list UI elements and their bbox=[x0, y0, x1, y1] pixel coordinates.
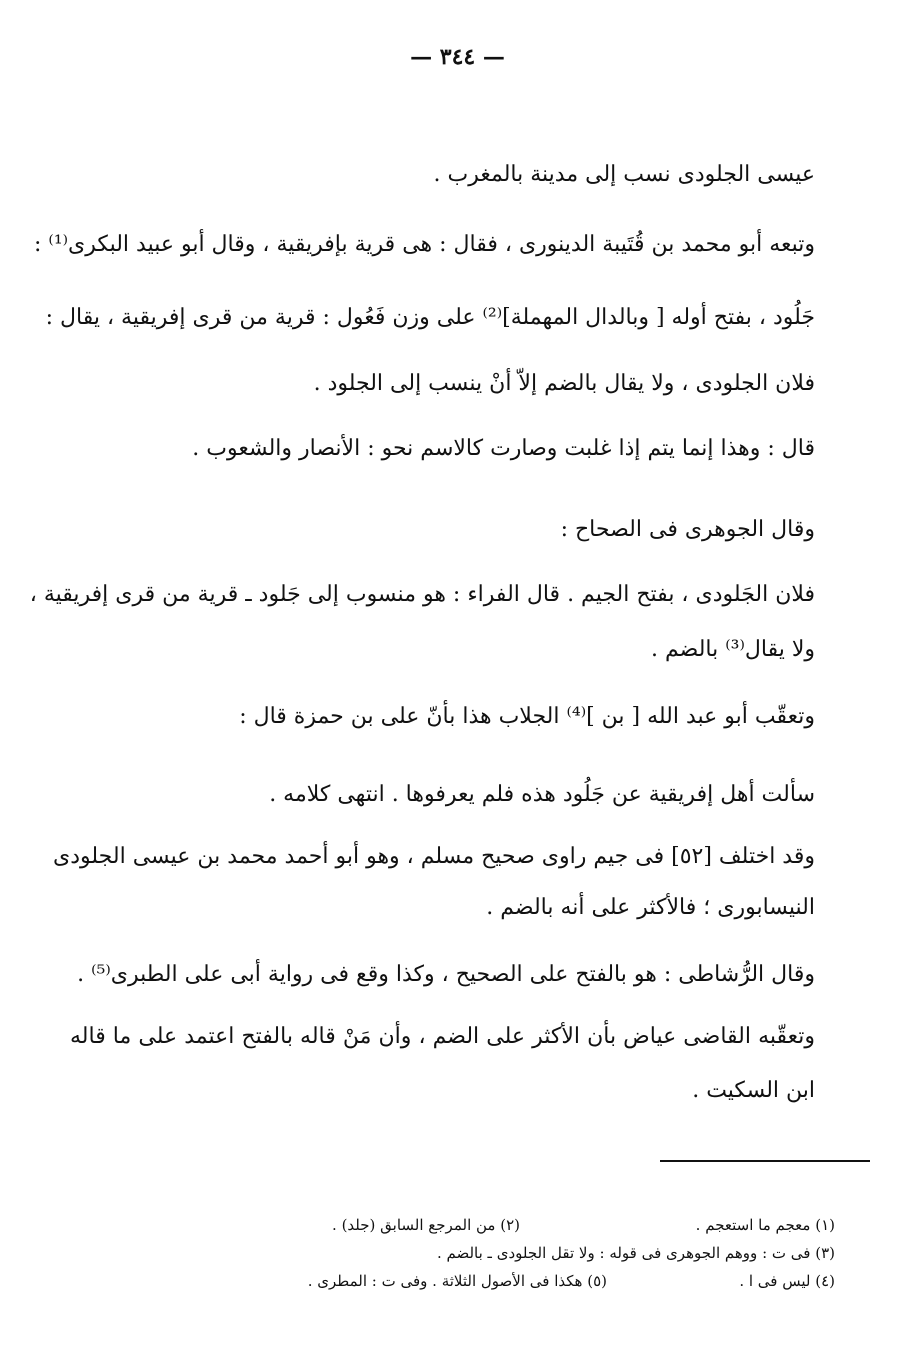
page-number: — ٣٤٤ — bbox=[410, 44, 505, 70]
body-line-12: النيسابورى ؛ فالأكثر على أنه بالضم . bbox=[486, 895, 815, 920]
footnote-3: (٣) فى ت : ووهم الجوهرى فى قوله : ولا تقل الجلودى ـ بالضم . bbox=[436, 1244, 835, 1262]
body-line-13: وقال الرُّشاطى : هو بالفتح على الصحيح ، وكذا وقع فى رواية أبى على الطبرى⁽⁵⁾ . bbox=[77, 962, 815, 987]
body-line-6: وقال الجوهرى فى الصحاح : bbox=[560, 517, 815, 542]
footnote-2: (٢) من المرجع السابق (جلد) . bbox=[332, 1216, 520, 1234]
body-line-10: سألت أهل إفريقية عن جَلُود هذه فلم يعرفوها . انتهى كلامه . bbox=[269, 782, 815, 807]
body-line-2: وتبعه أبو محمد بن قُتَيبة الدينورى ، فقال : هى قرية بإفريقية ، وقال أبو عبيد البكرى⁽¹⁾ : bbox=[34, 232, 815, 257]
body-line-14: وتعقّبه القاضى عياض بأن الأكثر على الضم ، وأن مَنْ قاله بالفتح اعتمد على ما قاله bbox=[70, 1024, 815, 1049]
body-line-5: قال : وهذا إنما يتم إذا غلبت وصارت كالاسم نحو : الأنصار والشعوب . bbox=[192, 436, 815, 461]
footnote-1: (١) معجم ما استعجم . bbox=[695, 1216, 835, 1234]
body-line-7: فلان الجَلودى ، بفتح الجيم . قال الفراء : هو منسوب إلى جَلود ـ قرية من قرى إفريقية ، bbox=[29, 582, 815, 607]
body-line-1: عيسى الجلودى نسب إلى مدينة بالمغرب . bbox=[433, 162, 815, 187]
body-line-4: فلان الجلودى ، ولا يقال بالضم إلاّ أنْ ينسب إلى الجلود . bbox=[313, 371, 815, 396]
footnote-4: (٤) ليس فى ا . bbox=[739, 1272, 835, 1290]
body-line-11: وقد اختلف [٥٢] فى جيم راوى صحيح مسلم ، وهو أبو أحمد محمد بن عيسى الجلودى bbox=[53, 844, 815, 869]
footnote-separator bbox=[660, 1160, 870, 1162]
footnote-5: (٥) هكذا فى الأصول الثلاثة . وفى ت : المطرى . bbox=[307, 1272, 607, 1290]
body-line-8: ولا يقال⁽³⁾ بالضم . bbox=[651, 637, 815, 662]
body-line-3: جَلُود ، بفتح أوله [ وبالدال المهملة]⁽²⁾ على وزن فَعُول : قرية من قرى إفريقية ، يقال : bbox=[45, 305, 815, 330]
body-line-9: وتعقّب أبو عبد الله [ بن ]⁽⁴⁾ الجلاب هذا بأنّ على بن حمزة قال : bbox=[239, 704, 815, 729]
body-line-15: ابن السكيت . bbox=[692, 1078, 815, 1103]
